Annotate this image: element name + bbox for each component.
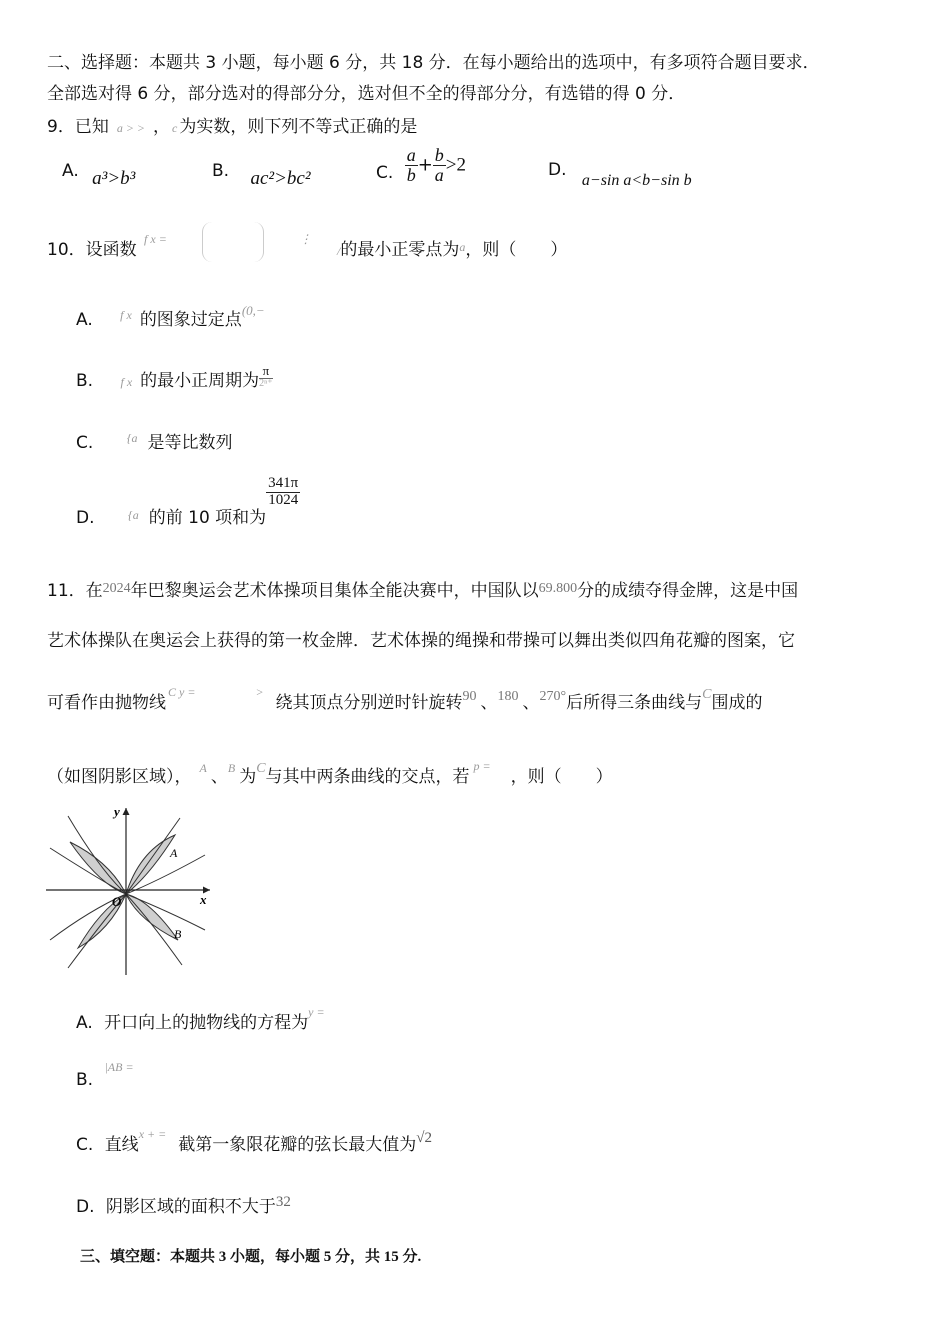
y-axis-label: y: [114, 804, 120, 819]
q11-line2: 艺术体操队在奥运会上获得的第一枚金牌．艺术体操的绳操和带操可以舞出类似四角花瓣的图案，它: [47, 631, 795, 651]
point-a-label: A: [170, 846, 178, 860]
q11-option-a: A. 开口向上的抛物线的方程为$^{y =}$: [76, 1005, 325, 1033]
petal-figure: [40, 800, 220, 980]
q10-stem: 10．设函数 $^{f x =}$ ⋮ /的最小正零点为$^a$，则（ ）: [47, 230, 567, 270]
section2-line1: 二、选择题：本题共 3 小题，每小题 6 分，共 18 分．在每小题给出的选项中，有多项符合题目要求．: [47, 53, 820, 73]
section2-line2: 全部选对得 6 分，部分选对的得部分分，选对但不全的得部分分，有选错的得 0 分．: [47, 84, 686, 104]
q10-option-d: D. $_{\{a}$ 的前 10 项和为 $\frac{341\pi}{1024}$: [76, 475, 299, 529]
origin-label: O: [112, 894, 122, 909]
q10-faint-bracket: [202, 222, 264, 262]
q9-option-b: B. ac²>bc²: [212, 161, 311, 189]
petal-se: [126, 894, 178, 940]
q9-option-d: D. a−sin a<b−sin b: [548, 160, 692, 189]
q10-option-b: B. f x 的最小正周期为 $\frac{\pi}{\text{2ⁿ⁺}}$: [76, 363, 273, 391]
q11-line3: 可看作由抛物线$^{C y =}$ >绕其顶点分别逆时针旋转$^{90}$ 、$^{180}$ 、$^{270^\circ}$后所得三条曲线与$^C$围成的: [47, 685, 763, 713]
q9-stem: 9．已知 a > > ， c 为实数，则下列不等式正确的是: [47, 117, 418, 137]
x-axis-label: x: [200, 892, 207, 907]
q10-option-a: A. $^{f x}$ 的图象过定点$^{(0,-}$: [76, 303, 265, 330]
q9-option-c: C. $\frac{a}{b}$ + $\frac{b}{a}$ >2: [376, 145, 466, 185]
q11-line1: 11．在$^{2024}$年巴黎奥运会艺术体操项目集体全能决赛中，中国队以$^{69.800}$分的成绩夺得金牌，这是中国: [47, 581, 799, 601]
section3-header: 三、填空题：本题共 3 小题，每小题 5 分，共 15 分.: [80, 1249, 422, 1265]
q11-option-b: B. $^{|AB =}$: [76, 1060, 134, 1090]
q11-option-c: C. 直线$^{x + =}$截第一象限花瓣的弦长最大值为√2: [76, 1127, 432, 1155]
q9-option-a: A. a³>b³: [62, 161, 136, 189]
petal-ne: [126, 835, 175, 894]
q11-line4: （如图阴影区域）， $^A$ 、$^B$ 为$^C$与其中两条曲线的交点，若$^{p =}$，则（ ）: [47, 759, 613, 787]
point-b-label: B: [174, 927, 182, 941]
q11-option-d: D. 阴影区域的面积不大于32: [76, 1194, 291, 1217]
q10-option-c: C. $^{\{a}$ 是等比数列: [76, 431, 233, 453]
